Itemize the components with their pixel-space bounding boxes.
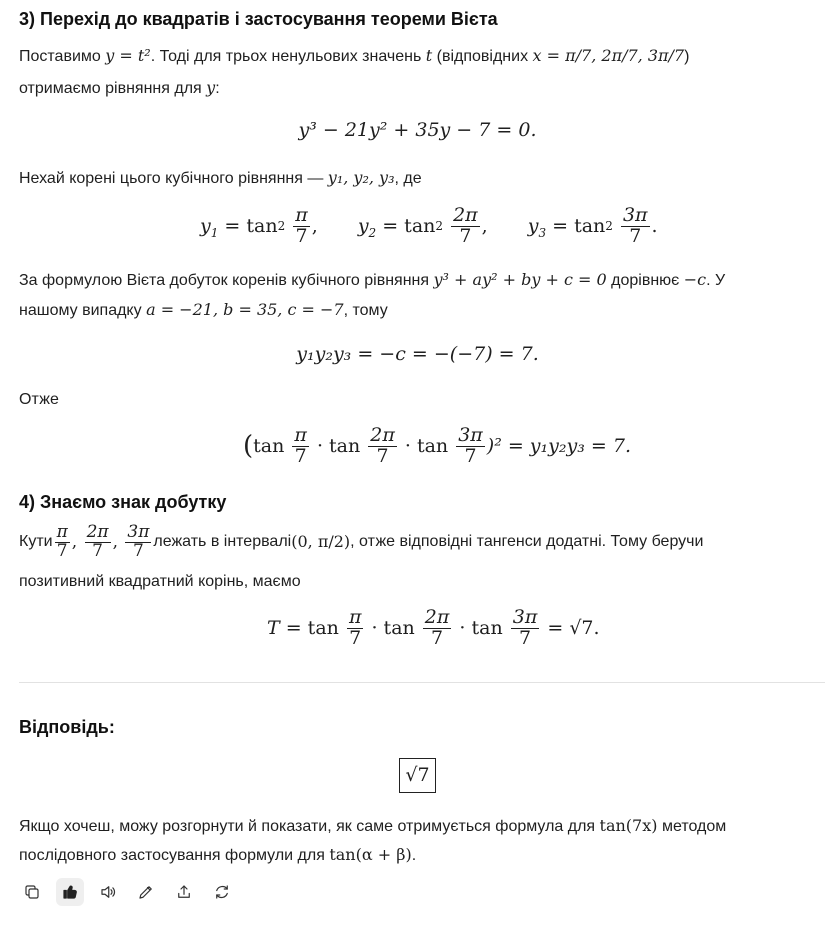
read-aloud-button[interactable]	[94, 878, 122, 906]
paragraph-coefficients: нашому випадку a = −21, b = 35, c = −7, тому	[19, 300, 388, 319]
answer-title: Відповідь:	[19, 717, 115, 737]
math-y-eq-t2: y = t²	[105, 46, 151, 65]
copy-icon	[23, 883, 41, 901]
equation-roots-tan: $y_1$ = tan 2 $\frac{\pi}{7}$ , $y_2$ = tan 2 $\frac{2\pi}{7}$ , $y_3$ = tan 2 $\frac{3\pi}{7}$ .	[200, 204, 658, 247]
thumbs-up-icon	[61, 883, 79, 901]
edit-button[interactable]	[132, 878, 160, 906]
edit-icon	[137, 883, 155, 901]
math-x-values: x = π/7, 2π/7, 3π/7	[532, 46, 685, 65]
regenerate-button[interactable]	[208, 878, 236, 906]
regenerate-icon	[213, 883, 231, 901]
share-button[interactable]	[170, 878, 198, 906]
equation-squared-product: ( tan $\frac{\pi}{7}$ · tan $\frac{2\pi}{7}$ · tan $\frac{3\pi}{7}$ )² = y₁y₂y₃ = 7.	[243, 424, 631, 467]
paragraph-positive-root: позитивний квадратний корінь, маємо	[19, 573, 301, 590]
paragraph-offer-cont: послідовного застосування формули для tan(α + β).	[19, 845, 417, 864]
paragraph-vieta: За формулою Вієта добуток коренів кубічного рівняння y³ + ay² + by + c = 0 дорівнює −c. У	[19, 270, 726, 289]
equation-T: T = tan $\frac{\pi}{7}$ · tan $\frac{2\pi}{7}$ · tan $\frac{3\pi}{7}$ = √7 .	[267, 606, 600, 649]
section-3-title: 3) Перехід до квадратів і застосування теореми Вієта	[19, 9, 498, 29]
answer-box: √7	[0, 758, 835, 793]
equation-product: y₁y₂y₃ = −c = −(−7) = 7.	[296, 343, 539, 365]
message-toolbar	[18, 878, 236, 906]
math-interval: (0, π/2)	[291, 532, 351, 552]
paragraph-substitution: Поставимо y = t². Тоді для трьох ненульових значень t (відповідних x = π/7, 2π/7, 3π/7)	[19, 46, 690, 65]
speaker-icon	[99, 883, 117, 901]
thumbs-up-button[interactable]	[56, 878, 84, 906]
paragraph-roots: Нехай корені цього кубічного рівняння — y₁, y₂, y₃, де	[19, 168, 422, 187]
equation-cubic: y³ − 21y² + 35y − 7 = 0.	[298, 119, 537, 141]
section-4-title: 4) Знаємо знак добутку	[19, 492, 227, 512]
paragraph-offer: Якщо хочеш, можу розгорнути й показати, як саме отримується формула для tan(7x) методом	[19, 816, 727, 835]
divider	[19, 682, 825, 683]
paragraph-equation-intro: отримаємо рівняння для y:	[19, 78, 220, 97]
paragraph-therefore: Отже	[19, 391, 59, 408]
paragraph-angles: Кути $\frac{\pi}{7}$ , $\frac{2\pi}{7}$ , $\frac{3\pi}{7}$ лежать в інтервалі (0, π/2) , отже відповідні тангенси додатні. Тому беручи	[19, 522, 704, 561]
copy-button[interactable]	[18, 878, 46, 906]
share-icon	[175, 883, 193, 901]
